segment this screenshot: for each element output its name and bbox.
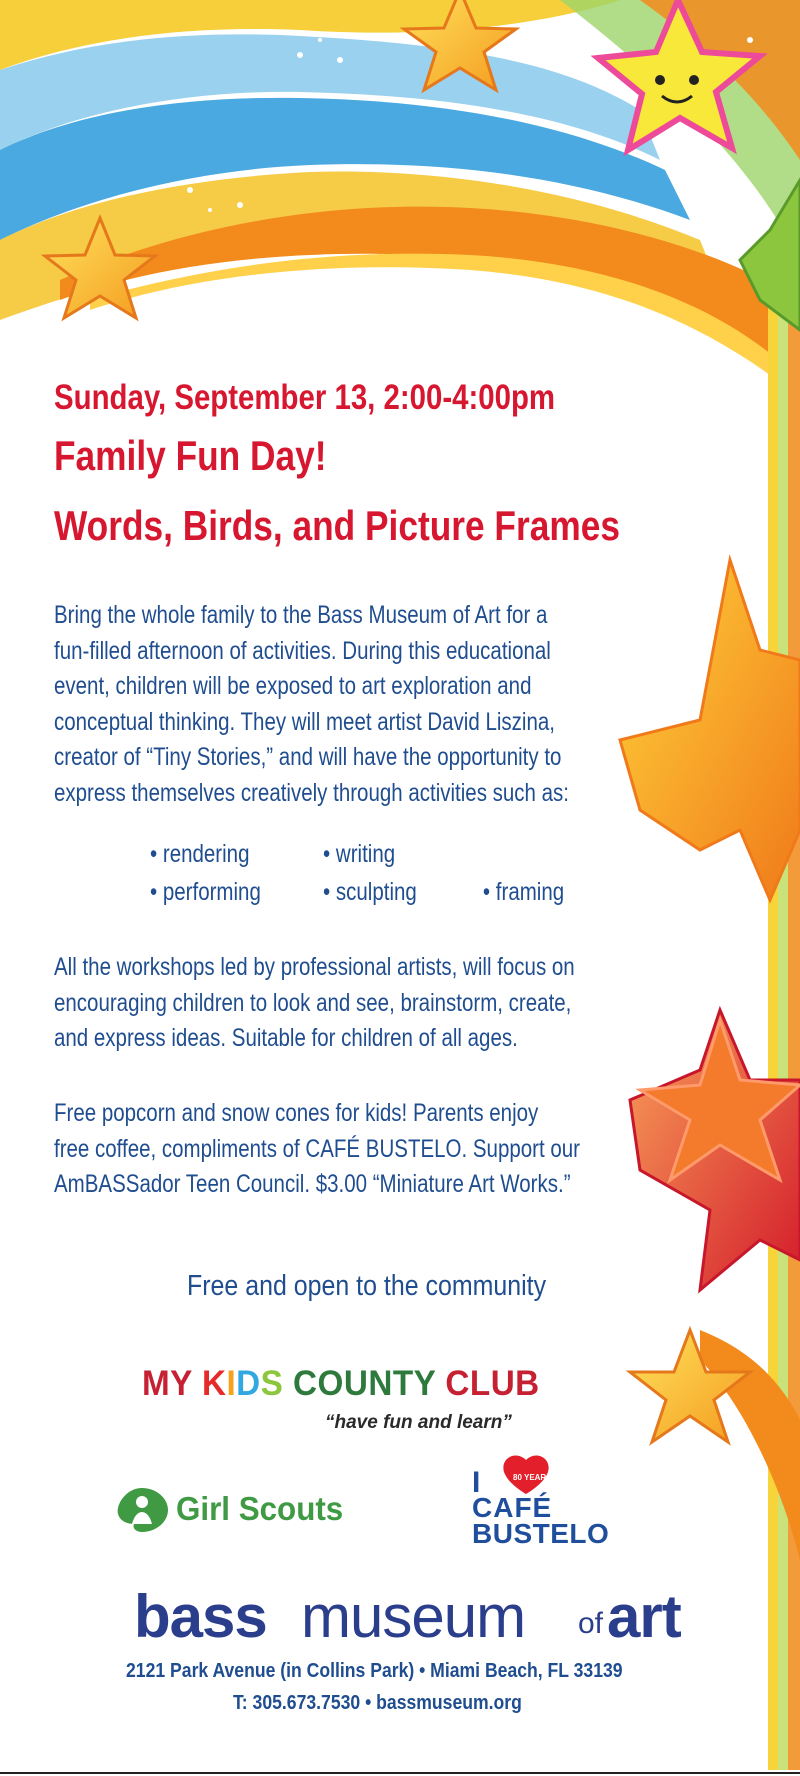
museum-wordmark-museum: museum xyxy=(301,1583,526,1650)
workshops-paragraph xyxy=(54,950,636,1057)
my-kids-county-club-logo xyxy=(142,1364,540,1404)
logo-kids-k: K xyxy=(201,1364,227,1403)
logo-county: COUNTY xyxy=(293,1364,436,1403)
logo-kids-d: D xyxy=(236,1364,261,1403)
event-title: Family Fun Day! xyxy=(54,432,327,479)
intro-line: fun-filled afternoon of activities. During this educational xyxy=(54,636,551,665)
museum-wordmark-bass: bass xyxy=(134,1583,267,1650)
activity-performing: • performing xyxy=(150,878,261,906)
logo-my: MY xyxy=(142,1364,193,1403)
girl-scouts-logo: Girl Scouts xyxy=(176,1490,344,1527)
logo-kids-s: S xyxy=(260,1364,284,1403)
workshops-line: encouraging children to look and see, brainstorm, create, xyxy=(54,988,572,1017)
activity-sculpting: • sculpting xyxy=(323,878,417,906)
logo-kids-i: I xyxy=(226,1364,237,1403)
intro-line: creator of “Tiny Stories,” and will have the opportunity to xyxy=(54,743,562,771)
girl-scouts-trefoil-icon xyxy=(112,1484,172,1534)
workshops-line: All the workshops led by professional artists, will focus on xyxy=(54,953,575,981)
event-date-time: Sunday, September 13, 2:00-4:00pm xyxy=(54,378,556,417)
intro-paragraph xyxy=(54,598,636,811)
activity-writing: • writing xyxy=(323,840,396,868)
intro-line: express themselves creatively through activities such as: xyxy=(54,778,570,807)
extras-line: free coffee, compliments of CAFÉ BUSTELO. Support our xyxy=(54,1134,581,1163)
museum-address: 2121 Park Avenue (in Collins Park) • Miami Beach, FL 33139 xyxy=(126,1660,623,1682)
activity-rendering: • rendering xyxy=(150,840,250,868)
workshops-line: and express ideas. Suitable for children of all ages. xyxy=(54,1024,518,1052)
museum-wordmark-of: of xyxy=(578,1607,604,1640)
bottom-divider xyxy=(0,1772,800,1774)
intro-line: event, children will be exposed to art exploration and xyxy=(54,672,532,700)
extras-line: AmBASSador Teen Council. $3.00 “Miniature Art Works.” xyxy=(54,1170,571,1198)
cafe-bustelo-i: I xyxy=(472,1466,481,1499)
museum-wordmark-art: art xyxy=(607,1583,681,1650)
logo-club: CLUB xyxy=(445,1364,540,1403)
event-subtitle: Words, Birds, and Picture Frames xyxy=(54,502,620,549)
intro-line: conceptual thinking. They will meet artist David Liszina, xyxy=(54,707,555,736)
museum-contact: T: 305.673.7530 • bassmuseum.org xyxy=(233,1692,522,1714)
cafe-bustelo-line1: CAFÉ xyxy=(472,1492,553,1523)
activity-framing: • framing xyxy=(482,878,565,906)
cafe-bustelo-years: 80 YEARS xyxy=(513,1473,552,1482)
intro-line: Bring the whole family to the Bass Museum of Art for a xyxy=(54,601,548,629)
admission-note: Free and open to the community xyxy=(187,1270,547,1302)
my-kids-tagline: “have fun and learn” xyxy=(325,1412,512,1433)
rainbow-right-stripes xyxy=(768,300,800,1770)
extras-paragraph xyxy=(54,1096,636,1203)
extras-line: Free popcorn and snow cones for kids! Parents enjoy xyxy=(54,1099,539,1127)
cafe-bustelo-line2: BUSTELO xyxy=(472,1518,610,1549)
